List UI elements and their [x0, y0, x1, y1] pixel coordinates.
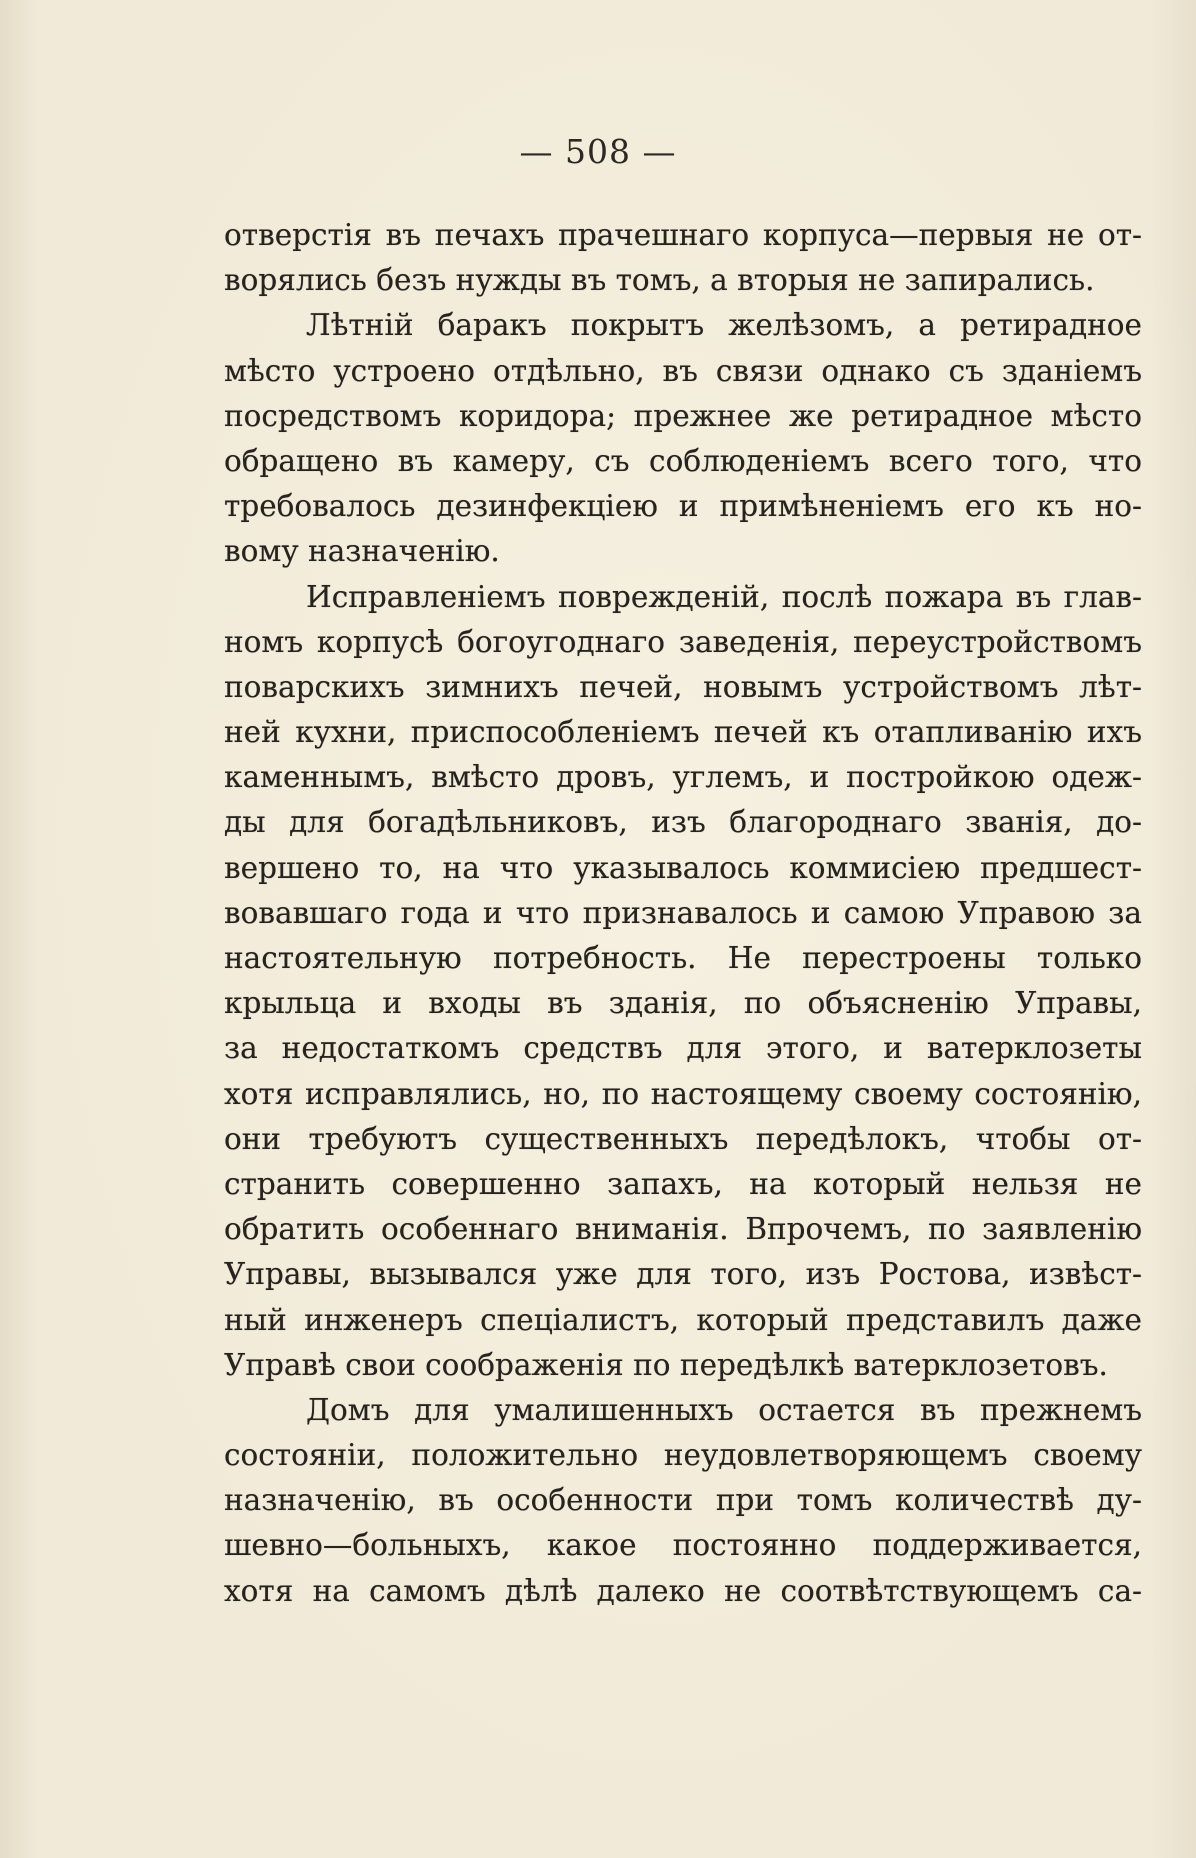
text-line: Домъ для умалишенныхъ остается въ прежнемъ [306, 1392, 1142, 1427]
text-line: мѣсто устроено отдѣльно, въ связи однако съ зданіемъ [224, 353, 1142, 388]
text-line: вершено то, на что указывалось коммисіею предшест- [224, 850, 1142, 885]
text-line: требовалось дезинфекціею и примѣненіемъ его къ но- [224, 489, 1142, 524]
page-number: — 508 — [519, 132, 677, 171]
text-line: крыльца и входы въ зданія, по объясненію Управы, [224, 986, 1142, 1021]
text-line: Управы, вызывался уже для того, изъ Ростова, извѣст- [224, 1257, 1142, 1292]
text-line: они требуютъ существенныхъ передѣлокъ, чтобы от- [224, 1121, 1142, 1156]
text-line: ный инженеръ спеціалистъ, который представилъ даже [224, 1302, 1142, 1337]
text-line: хотя на самомъ дѣлѣ далеко не соотвѣтствующемъ са- [224, 1573, 1142, 1608]
body-text [224, 213, 1142, 1614]
text-line: Исправленіемъ поврежденій, послѣ пожара въ глав- [306, 579, 1142, 614]
text-line: назначенію, въ особенности при томъ количествѣ ду- [224, 1483, 1142, 1518]
text-line: ней кухни, приспособленіемъ печей къ отапливанію ихъ [224, 715, 1142, 750]
text-line: шевно—больныхъ, какое постоянно поддерживается, [224, 1528, 1142, 1563]
text-line: отверстія въ печахъ прачешнаго корпуса—первыя не от- [224, 218, 1142, 252]
text-line: настоятельную потребность. Не перестроены только [224, 941, 1142, 975]
text-line: ворялись безъ нужды въ томъ, а вторыя не запирались. [224, 263, 1095, 298]
text-line: за недостаткомъ средствъ для этого, и ватерклозеты [224, 1031, 1142, 1066]
text-line: обратить особеннаго вниманія. Впрочемъ, по заявленію [224, 1212, 1142, 1247]
text-line: поварскихъ зимнихъ печей, новымъ устройствомъ лѣт- [224, 669, 1142, 704]
text-line: странить совершенно запахъ, на который нельзя не [224, 1166, 1142, 1201]
text-line: Управѣ свои соображенія по передѣлкѣ ватерклозетовъ. [224, 1347, 1108, 1382]
text-line: Лѣтній баракъ покрытъ желѣзомъ, а ретирадное [306, 308, 1142, 343]
text-line: обращено въ камеру, съ соблюденіемъ всего того, что [224, 443, 1142, 478]
text-line: вовавшаго года и что признавалось и самою Управою за [224, 895, 1142, 930]
text-line: ды для богадѣльниковъ, изъ благороднаго званія, до- [224, 805, 1142, 840]
text-line: состояніи, положительно неудовлетворяющемъ своему [224, 1438, 1142, 1473]
text-line: хотя исправлялись, но, по настоящему своему состоянію, [224, 1076, 1142, 1111]
text-line: каменнымъ, вмѣсто дровъ, углемъ, и постройкою одеж- [224, 760, 1142, 795]
text-line: вому назначенію. [224, 534, 500, 569]
text-line: посредствомъ коридора; прежнее же ретирадное мѣсто [224, 398, 1142, 433]
text-line: номъ корпусѣ богоугоднаго заведенія, переустройствомъ [224, 624, 1142, 659]
